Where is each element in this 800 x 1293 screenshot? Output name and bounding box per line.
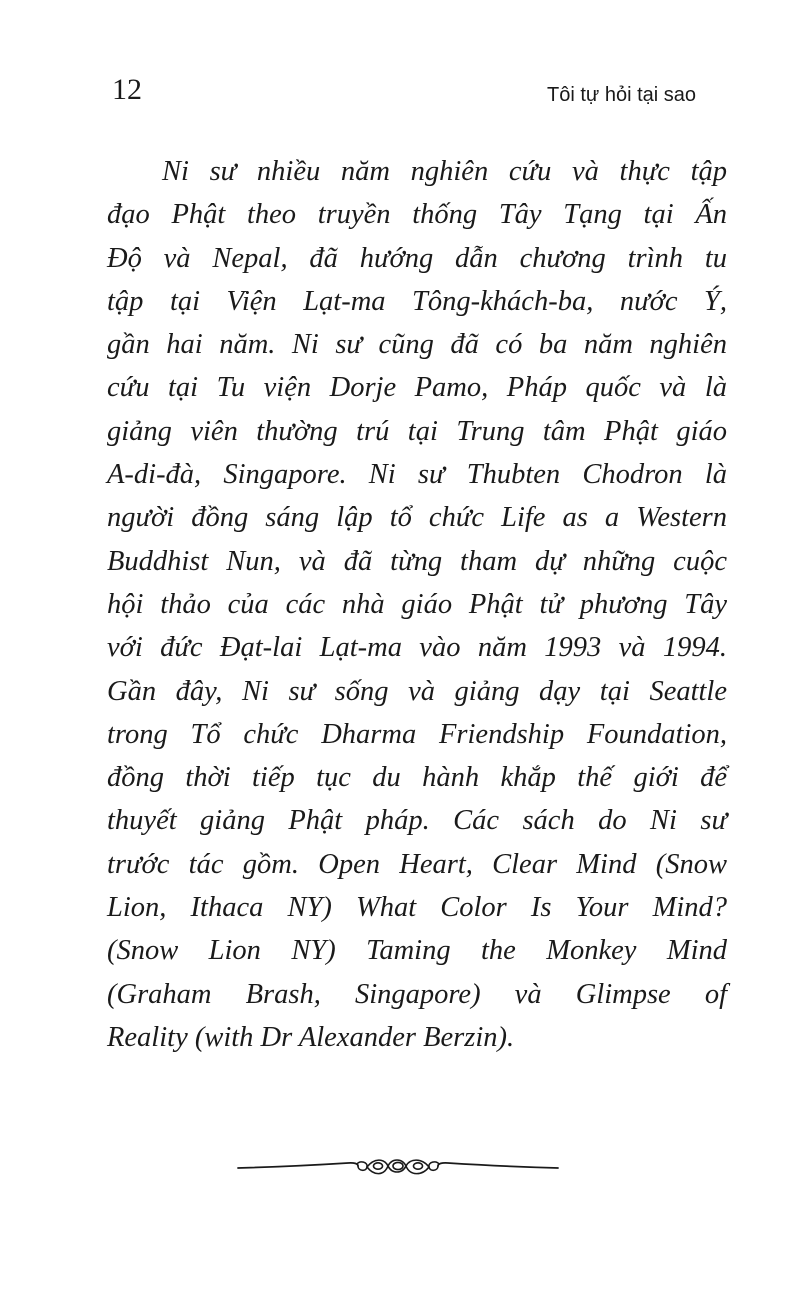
text-line: A-di-đà, Singapore. Ni sư Thubten Chodron là <box>107 459 727 491</box>
text-line: hội thảo của các nhà giáo Phật tử phương Tây <box>107 588 727 620</box>
running-header-title: Tôi tự hỏi tại sao <box>546 84 696 106</box>
text-line: với đức Đạt-lai Lạt-ma vào năm 1993 và 1994. <box>107 632 727 664</box>
text-line: Reality (with Dr Alexander Berzin). <box>107 1021 515 1053</box>
text-line: đồng thời tiếp tục du hành khắp thế giới để <box>107 762 727 794</box>
text-line: (Graham Brash, Singapore) và Glimpse of <box>107 978 727 1010</box>
text-line: (Snow Lion NY) Taming the Monkey Mind <box>107 935 727 967</box>
text-line: gần hai năm. Ni sư cũng đã có ba năm nghiên <box>107 329 727 361</box>
text-line: Độ và Nepal, đã hướng dẫn chương trình tu <box>107 242 727 274</box>
text-line: trước tác gồm. Open Heart, Clear Mind (Snow <box>107 848 727 880</box>
text-line: người đồng sáng lập tổ chức Life as a Western <box>107 502 727 534</box>
text-line: Lion, Ithaca NY) What Color Is Your Mind? <box>107 892 727 924</box>
text-line: đạo Phật theo truyền thống Tây Tạng tại Ấn <box>107 199 727 231</box>
text-line: trong Tổ chức Dharma Friendship Foundation, <box>107 718 727 750</box>
text-line: cứu tại Tu viện Dorje Pamo, Pháp quốc và là <box>107 372 727 404</box>
text-line: Buddhist Nun, và đã từng tham dự những cuộc <box>107 545 727 577</box>
page-number: 12 <box>112 73 142 106</box>
body-paragraph <box>107 150 727 1059</box>
text-line: giảng viên thường trú tại Trung tâm Phật giáo <box>107 415 727 447</box>
text-line: Ni sư nhiều năm nghiên cứu và thực tập <box>162 156 727 187</box>
scroll-flourish-divider-icon <box>236 1146 560 1186</box>
text-line: Gần đây, Ni sư sống và giảng dạy tại Seattle <box>107 675 727 707</box>
text-line: thuyết giảng Phật pháp. Các sách do Ni sư <box>107 805 727 837</box>
text-line: tập tại Viện Lạt-ma Tông-khách-ba, nước Ý, <box>107 285 727 317</box>
